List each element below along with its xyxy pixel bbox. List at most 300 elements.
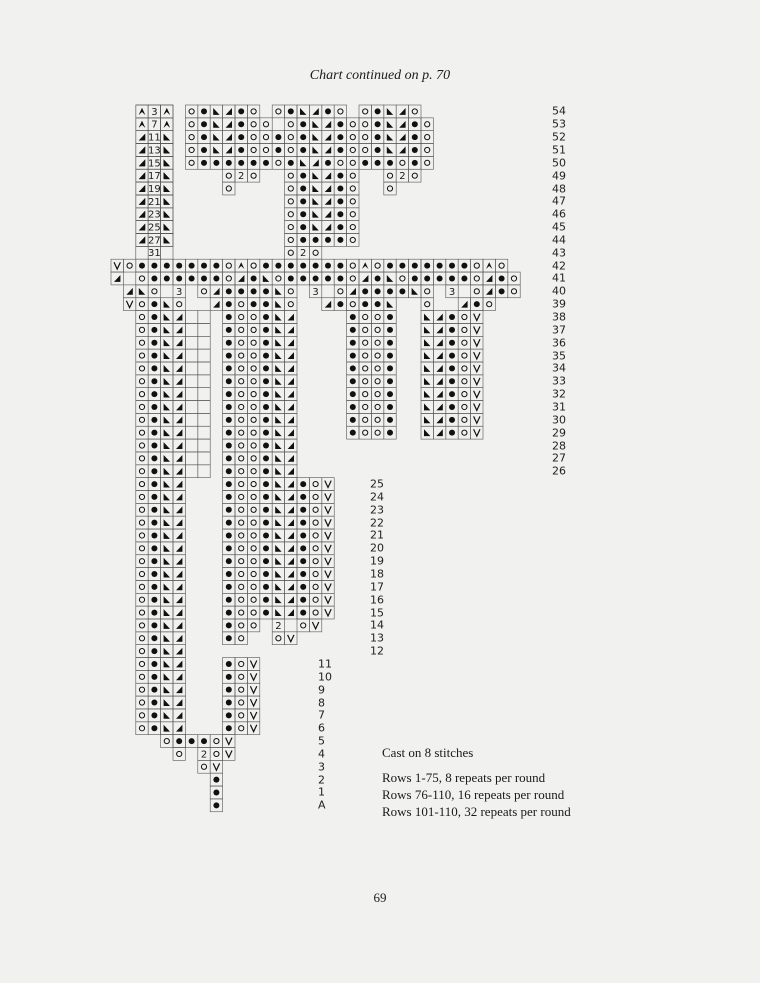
bobble-mark bbox=[164, 275, 170, 281]
ssk-mark bbox=[164, 648, 170, 655]
chart-cell bbox=[198, 336, 210, 349]
bobble-mark bbox=[226, 700, 232, 706]
chart-cell bbox=[198, 388, 210, 401]
v-stitch-mark bbox=[474, 378, 480, 385]
row-number: 51 bbox=[552, 143, 566, 157]
chart-count-label: 2 bbox=[275, 620, 282, 632]
chart-cell bbox=[235, 452, 247, 465]
k2tog-mark bbox=[325, 224, 331, 231]
k2tog-mark bbox=[288, 506, 294, 513]
bobble-mark bbox=[151, 725, 157, 731]
chart-cell bbox=[185, 336, 197, 349]
chart-cell bbox=[173, 298, 185, 311]
row-number: 53 bbox=[552, 117, 566, 131]
ssk-mark bbox=[164, 147, 170, 154]
ssk-mark bbox=[164, 519, 170, 526]
bobble-mark bbox=[226, 610, 232, 616]
chart-cell bbox=[235, 478, 247, 491]
bobble-mark bbox=[375, 134, 381, 140]
chart-cell bbox=[421, 323, 433, 336]
chart-cell bbox=[260, 131, 272, 144]
yarn-over-mark bbox=[375, 263, 380, 268]
chart-cell bbox=[235, 388, 247, 401]
chart-cell bbox=[471, 272, 483, 285]
yarn-over-mark bbox=[251, 469, 256, 474]
chart-cell bbox=[421, 144, 433, 157]
chart-cell bbox=[285, 131, 297, 144]
bobble-mark bbox=[226, 327, 232, 333]
ssk-mark bbox=[164, 532, 170, 539]
row-number: 9 bbox=[318, 683, 325, 697]
chart-cell bbox=[235, 632, 247, 645]
yarn-over-mark bbox=[288, 199, 293, 204]
row-number: 4 bbox=[318, 747, 325, 761]
bobble-mark bbox=[226, 622, 232, 628]
chart-cell bbox=[185, 401, 197, 414]
k2tog-mark bbox=[350, 288, 356, 295]
chart-count-label: 17 bbox=[148, 171, 161, 183]
page-number: 69 bbox=[373, 890, 387, 905]
yarn-over-mark bbox=[239, 417, 244, 422]
bobble-mark bbox=[151, 443, 157, 449]
chart-cell bbox=[421, 118, 433, 131]
ssk-mark bbox=[164, 134, 170, 141]
k2tog-mark bbox=[399, 108, 405, 115]
chart-cell bbox=[136, 645, 148, 658]
chart-cell bbox=[371, 349, 383, 362]
ssk-mark bbox=[164, 635, 170, 642]
row-number: 8 bbox=[318, 696, 325, 710]
ssk-mark bbox=[164, 609, 170, 616]
chart-cell bbox=[297, 619, 309, 632]
ssk-mark bbox=[164, 699, 170, 706]
chart-cell bbox=[185, 323, 197, 336]
k2tog-mark bbox=[288, 365, 294, 372]
bobble-mark bbox=[263, 417, 269, 423]
ssk-mark bbox=[139, 288, 145, 295]
v-stitch-mark bbox=[288, 635, 294, 642]
yarn-over-mark bbox=[251, 546, 256, 551]
row-number: 39 bbox=[552, 297, 566, 311]
chart-count-label: 2 bbox=[300, 248, 307, 260]
bobble-mark bbox=[350, 365, 356, 371]
v-stitch-mark bbox=[325, 532, 331, 539]
chart-cell bbox=[247, 452, 259, 465]
double-decrease-mark bbox=[486, 262, 492, 269]
bobble-mark bbox=[151, 622, 157, 628]
chart-cell bbox=[161, 568, 173, 581]
yarn-over-mark bbox=[301, 623, 306, 628]
v-stitch-mark bbox=[325, 545, 331, 552]
chart-cell bbox=[285, 234, 297, 247]
bobble-mark bbox=[226, 481, 232, 487]
bobble-mark bbox=[201, 147, 207, 153]
yarn-over-mark bbox=[139, 700, 144, 705]
bobble-mark bbox=[449, 378, 455, 384]
bobble-mark bbox=[387, 417, 393, 423]
bobble-mark bbox=[151, 584, 157, 590]
bobble-mark bbox=[151, 353, 157, 359]
bobble-mark bbox=[337, 186, 343, 192]
ssk-mark bbox=[164, 404, 170, 411]
ssk-mark bbox=[164, 455, 170, 462]
bobble-mark bbox=[300, 121, 306, 127]
chart-cell bbox=[198, 465, 210, 478]
bobble-mark bbox=[139, 263, 145, 269]
yarn-over-mark bbox=[239, 302, 244, 307]
chart-cell bbox=[223, 169, 235, 182]
yarn-over-mark bbox=[412, 109, 417, 114]
bobble-mark bbox=[213, 160, 219, 166]
yarn-over-mark bbox=[313, 533, 318, 538]
chart-cell bbox=[421, 311, 433, 324]
row-number: 41 bbox=[552, 271, 566, 285]
chart-cell bbox=[185, 426, 197, 439]
k2tog-mark bbox=[176, 699, 182, 706]
bobble-mark bbox=[350, 353, 356, 359]
bobble-mark bbox=[151, 263, 157, 269]
yarn-over-mark bbox=[139, 649, 144, 654]
bobble-mark bbox=[387, 378, 393, 384]
bobble-mark bbox=[201, 134, 207, 140]
v-stitch-mark bbox=[325, 558, 331, 565]
ssk-mark bbox=[164, 545, 170, 552]
chart-cell bbox=[260, 118, 272, 131]
yarn-over-mark bbox=[239, 546, 244, 551]
chart-cell bbox=[198, 401, 210, 414]
yarn-over-mark bbox=[239, 340, 244, 345]
ssk-mark bbox=[275, 442, 281, 449]
bobble-mark bbox=[151, 340, 157, 346]
bobble-mark bbox=[449, 353, 455, 359]
bobble-mark bbox=[449, 404, 455, 410]
chart-cell bbox=[173, 593, 185, 606]
yarn-over-mark bbox=[139, 507, 144, 512]
chart-cell bbox=[359, 323, 371, 336]
row-number: 52 bbox=[552, 130, 566, 144]
bobble-mark bbox=[226, 160, 232, 166]
v-stitch-mark bbox=[474, 391, 480, 398]
chart-cell bbox=[309, 516, 321, 529]
bobble-mark bbox=[350, 314, 356, 320]
chart-cell bbox=[371, 259, 383, 272]
row-number: 3 bbox=[318, 760, 325, 774]
bobble-mark bbox=[387, 404, 393, 410]
yarn-over-mark bbox=[474, 276, 479, 281]
yarn-over-mark bbox=[313, 250, 318, 255]
k2tog-mark bbox=[176, 622, 182, 629]
k2tog-mark bbox=[176, 314, 182, 321]
row-number: 25 bbox=[370, 477, 384, 491]
ssk-mark bbox=[164, 301, 170, 308]
bobble-mark bbox=[226, 571, 232, 577]
chart-cell bbox=[272, 388, 284, 401]
chart-cell bbox=[272, 323, 284, 336]
yarn-over-mark bbox=[251, 173, 256, 178]
bobble-mark bbox=[288, 275, 294, 281]
row-number: 11 bbox=[318, 657, 332, 671]
yarn-over-mark bbox=[139, 302, 144, 307]
bobble-mark bbox=[263, 532, 269, 538]
k2tog-mark bbox=[176, 442, 182, 449]
bobble-mark bbox=[251, 160, 257, 166]
ssk-mark bbox=[312, 134, 318, 141]
chart-cell bbox=[185, 131, 197, 144]
bobble-mark bbox=[263, 443, 269, 449]
chart-cell bbox=[272, 401, 284, 414]
chart-cell bbox=[421, 375, 433, 388]
bobble-mark bbox=[399, 288, 405, 294]
bobble-mark bbox=[151, 494, 157, 500]
ssk-mark bbox=[312, 198, 318, 205]
yarn-over-mark bbox=[139, 314, 144, 319]
bobble-mark bbox=[226, 597, 232, 603]
chart-cell bbox=[161, 735, 173, 748]
chart-cell bbox=[161, 722, 173, 735]
chart-cell bbox=[359, 144, 371, 157]
v-stitch-mark bbox=[474, 314, 480, 321]
v-stitch-mark bbox=[474, 429, 480, 436]
chart-cell bbox=[371, 362, 383, 375]
yarn-over-mark bbox=[139, 597, 144, 602]
chart-cell bbox=[235, 336, 247, 349]
ssk-mark bbox=[424, 365, 430, 372]
yarn-over-mark bbox=[189, 135, 194, 140]
chart-cell bbox=[421, 413, 433, 426]
bobble-mark bbox=[337, 173, 343, 179]
yarn-over-mark bbox=[251, 379, 256, 384]
chart-cell bbox=[136, 606, 148, 619]
bobble-mark bbox=[151, 687, 157, 693]
yarn-over-mark bbox=[251, 559, 256, 564]
yarn-over-mark bbox=[251, 507, 256, 512]
ssk-mark bbox=[275, 391, 281, 398]
bobble-mark bbox=[151, 391, 157, 397]
bobble-mark bbox=[350, 327, 356, 333]
yarn-over-mark bbox=[239, 610, 244, 615]
k2tog-mark bbox=[288, 455, 294, 462]
bobble-mark bbox=[151, 571, 157, 577]
row-number: 34 bbox=[552, 361, 566, 375]
chart-cell bbox=[247, 465, 259, 478]
chart-count-label: 2 bbox=[200, 749, 208, 761]
yarn-over-mark bbox=[511, 289, 516, 294]
chart-cell bbox=[247, 529, 259, 542]
bobble-mark bbox=[226, 661, 232, 667]
bobble-mark bbox=[263, 314, 269, 320]
yarn-over-mark bbox=[288, 122, 293, 127]
ssk-mark bbox=[275, 558, 281, 565]
chart-cell bbox=[371, 401, 383, 414]
ssk-mark bbox=[164, 339, 170, 346]
chart-cell bbox=[285, 298, 297, 311]
chart-cell bbox=[272, 285, 284, 298]
bobble-mark bbox=[151, 545, 157, 551]
chart-cell bbox=[235, 606, 247, 619]
bobble-mark bbox=[238, 147, 244, 153]
yarn-over-mark bbox=[239, 559, 244, 564]
ssk-mark bbox=[300, 159, 306, 166]
yarn-over-mark bbox=[139, 636, 144, 641]
chart-cell bbox=[235, 272, 247, 285]
k2tog-mark bbox=[288, 494, 294, 501]
bobble-mark bbox=[263, 340, 269, 346]
chart-cell bbox=[247, 619, 259, 632]
chart-cell bbox=[359, 388, 371, 401]
yarn-over-mark bbox=[350, 263, 355, 268]
ssk-mark bbox=[275, 506, 281, 513]
chart-cell bbox=[272, 568, 284, 581]
yarn-over-mark bbox=[462, 314, 467, 319]
chart-cell bbox=[173, 568, 185, 581]
chart-cell bbox=[285, 221, 297, 234]
bobble-mark bbox=[201, 738, 207, 744]
chart-cell bbox=[235, 362, 247, 375]
yarn-over-mark bbox=[462, 340, 467, 345]
bobble-mark bbox=[387, 327, 393, 333]
chart-cell bbox=[198, 760, 210, 773]
bobble-mark bbox=[189, 275, 195, 281]
bobble-mark bbox=[325, 275, 331, 281]
chart-cell bbox=[371, 413, 383, 426]
k2tog-mark bbox=[176, 596, 182, 603]
chart-cell bbox=[458, 311, 470, 324]
yarn-over-mark bbox=[313, 571, 318, 576]
yarn-over-mark bbox=[239, 392, 244, 397]
yarn-over-mark bbox=[425, 135, 430, 140]
bobble-mark bbox=[226, 443, 232, 449]
ssk-mark bbox=[387, 301, 393, 308]
chart-cell bbox=[136, 439, 148, 452]
ssk-mark bbox=[312, 224, 318, 231]
chart-cell bbox=[347, 131, 359, 144]
bobble-mark bbox=[151, 712, 157, 718]
chart-cell bbox=[136, 696, 148, 709]
chart-cell bbox=[359, 413, 371, 426]
yarn-over-mark bbox=[375, 379, 380, 384]
bobble-mark bbox=[263, 507, 269, 513]
ssk-mark bbox=[164, 172, 170, 179]
yarn-over-mark bbox=[363, 135, 368, 140]
bobble-mark bbox=[375, 160, 381, 166]
chart-cell bbox=[359, 375, 371, 388]
bobble-mark bbox=[337, 224, 343, 230]
bobble-mark bbox=[263, 353, 269, 359]
yarn-over-mark bbox=[288, 224, 293, 229]
yarn-over-mark bbox=[139, 353, 144, 358]
bobble-mark bbox=[300, 520, 306, 526]
bobble-mark bbox=[387, 263, 393, 269]
row-number: 7 bbox=[318, 708, 325, 722]
bobble-mark bbox=[226, 417, 232, 423]
bobble-mark bbox=[226, 635, 232, 641]
yarn-over-mark bbox=[239, 443, 244, 448]
chart-cell bbox=[347, 208, 359, 221]
ssk-mark bbox=[424, 339, 430, 346]
ssk-mark bbox=[275, 429, 281, 436]
yarn-over-mark bbox=[375, 417, 380, 422]
yarn-over-mark bbox=[251, 533, 256, 538]
v-stitch-mark bbox=[325, 609, 331, 616]
yarn-over-mark bbox=[288, 237, 293, 242]
bobble-mark bbox=[387, 353, 393, 359]
bobble-mark bbox=[213, 263, 219, 269]
chart-cell bbox=[247, 439, 259, 452]
bobble-mark bbox=[263, 597, 269, 603]
bobble-mark bbox=[226, 712, 232, 718]
yarn-over-mark bbox=[239, 481, 244, 486]
k2tog-mark bbox=[436, 326, 442, 333]
chart-cell bbox=[371, 426, 383, 439]
bobble-mark bbox=[300, 610, 306, 616]
yarn-over-mark bbox=[313, 597, 318, 602]
chart-cell bbox=[247, 426, 259, 439]
chart-cell bbox=[235, 311, 247, 324]
yarn-over-mark bbox=[139, 520, 144, 525]
k2tog-mark bbox=[139, 237, 145, 244]
yarn-over-mark bbox=[487, 302, 492, 307]
chart-cell bbox=[185, 388, 197, 401]
chart-cell bbox=[458, 336, 470, 349]
yarn-over-mark bbox=[226, 276, 231, 281]
chart-cell bbox=[136, 388, 148, 401]
k2tog-mark bbox=[436, 391, 442, 398]
yarn-over-mark bbox=[363, 430, 368, 435]
bobble-mark bbox=[238, 108, 244, 114]
k2tog-mark bbox=[486, 288, 492, 295]
yarn-over-mark bbox=[425, 160, 430, 165]
yarn-over-mark bbox=[313, 494, 318, 499]
bobble-mark bbox=[412, 263, 418, 269]
chart-cell bbox=[173, 362, 185, 375]
v-stitch-mark bbox=[474, 326, 480, 333]
v-stitch-mark bbox=[213, 763, 219, 770]
bobble-mark bbox=[176, 263, 182, 269]
yarn-over-mark bbox=[276, 109, 281, 114]
k2tog-mark bbox=[176, 326, 182, 333]
yarn-over-mark bbox=[251, 494, 256, 499]
ssk-mark bbox=[275, 416, 281, 423]
yarn-over-mark bbox=[474, 289, 479, 294]
chart-cell bbox=[421, 362, 433, 375]
k2tog-mark bbox=[288, 326, 294, 333]
chart-cell bbox=[309, 542, 321, 555]
chart-cell bbox=[285, 580, 297, 593]
bobble-mark bbox=[337, 134, 343, 140]
v-stitch-mark bbox=[325, 596, 331, 603]
chart-cell bbox=[285, 144, 297, 157]
bobble-mark bbox=[263, 430, 269, 436]
yarn-over-mark bbox=[139, 623, 144, 628]
chart-cell bbox=[247, 144, 259, 157]
ssk-mark bbox=[164, 583, 170, 590]
chart-cell bbox=[136, 555, 148, 568]
k2tog-mark bbox=[176, 532, 182, 539]
chart-cell bbox=[185, 439, 197, 452]
ssk-mark bbox=[164, 185, 170, 192]
ssk-mark bbox=[164, 352, 170, 359]
chart-cell bbox=[409, 169, 421, 182]
bobble-mark bbox=[300, 211, 306, 217]
bobble-mark bbox=[300, 198, 306, 204]
k2tog-mark bbox=[176, 609, 182, 616]
bobble-mark bbox=[288, 160, 294, 166]
bobble-mark bbox=[350, 417, 356, 423]
bobble-mark bbox=[226, 558, 232, 564]
chart-cell bbox=[508, 285, 520, 298]
chart-cell bbox=[471, 285, 483, 298]
yarn-over-mark bbox=[177, 751, 182, 756]
